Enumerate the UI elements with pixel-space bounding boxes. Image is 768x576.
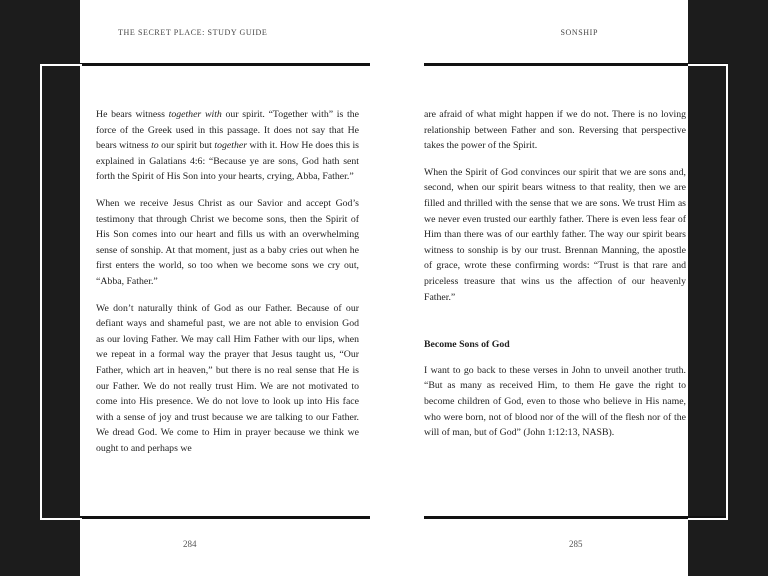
left-paragraph-3: We don’t naturally think of God as our Father. Because of our defiant ways and shameful past, we are not able to envision God as our loving Father. We may call Him Father with our lips, when we repeat in a formal way the prayer that Jesus taught us, “Our Father, which art in heaven,” but there is no real sense that He is our Father. We do not really trust Him. We are not motivated to come into His presence. We do not love to look up into His face with a sense of joy and trust because we are talking to our Father. We dread God. We come to Him in prayer because we think we ought to and perhaps we <box>96 302 359 454</box>
left-page <box>80 0 384 576</box>
right-frame <box>688 64 728 520</box>
left-top-rule <box>80 63 370 66</box>
section-heading: Become Sons of God <box>424 339 510 351</box>
left-frame <box>40 64 82 520</box>
right-body-text <box>424 107 686 452</box>
right-paragraph-1: are afraid of what might happen if we do not. There is no loving relationship between Father and son. Reversing that perspective takes the power of the Spirit. <box>424 109 686 152</box>
text-span: with it. How He does this is explained in Galatians 4:6: “Because ye are sons, God hath sent forth the Spirit of His Son into your hearts, crying, Abba, Father.” <box>96 140 359 183</box>
right-bottom-rule <box>424 516 728 519</box>
right-page <box>384 0 688 576</box>
emphasis: to <box>151 140 159 152</box>
right-paragraph-3: I want to go back to these verses in John to unveil another truth. “But as many as received Him, to them He gave the right to become children of God, even to those who believe in His name, who were born, not of blood nor of the will of the flesh nor of the will of man, but of God” (John 1:12:13, NASB). <box>424 364 686 439</box>
left-bottom-rule <box>80 516 370 519</box>
right-top-rule <box>424 63 728 66</box>
text-span: He bears witness <box>96 109 169 120</box>
emphasis: together <box>214 140 248 152</box>
left-page-number: 284 <box>183 539 197 549</box>
emphasis: together with <box>168 109 222 120</box>
left-running-head: THE SECRET PLACE: STUDY GUIDE <box>118 28 268 37</box>
text-span: our spirit. “Together with” is the force of the Greek used in this passage. It does not say that He bears witness <box>96 109 359 152</box>
right-paragraph-2: When the Spirit of God convinces our spirit that we are sons and, second, when our spirit bears witness to that reality, then we are filled and thrilled with the sense that we are sons. We trust Him as we never even trusted our earthly father. There is even less fear of Him than there was of our earthly father. The way our spirit bears witness to sonship is by our trust. Brennan Manning, the apostle of grace, wrote these confirming words: “Trust is that rare and priceless treasure that wins us the affection of our heavenly Father.” <box>424 166 686 303</box>
left-paragraph-1 <box>96 107 359 185</box>
left-body-text <box>96 107 359 467</box>
right-page-number: 285 <box>569 539 583 549</box>
left-paragraph-2: When we receive Jesus Christ as our Savior and accept God’s testimony that through Christ we become sons, then the Spirit of His Son comes into our heart and fills us with an overwhelming sense of sonship. At that moment, just as a baby cries out when he first enters the world, so too when we become sons we cry out, “Abba, Father.” <box>96 197 359 287</box>
right-running-head: SONSHIP <box>560 28 598 37</box>
text-span: our spirit but <box>158 140 215 152</box>
